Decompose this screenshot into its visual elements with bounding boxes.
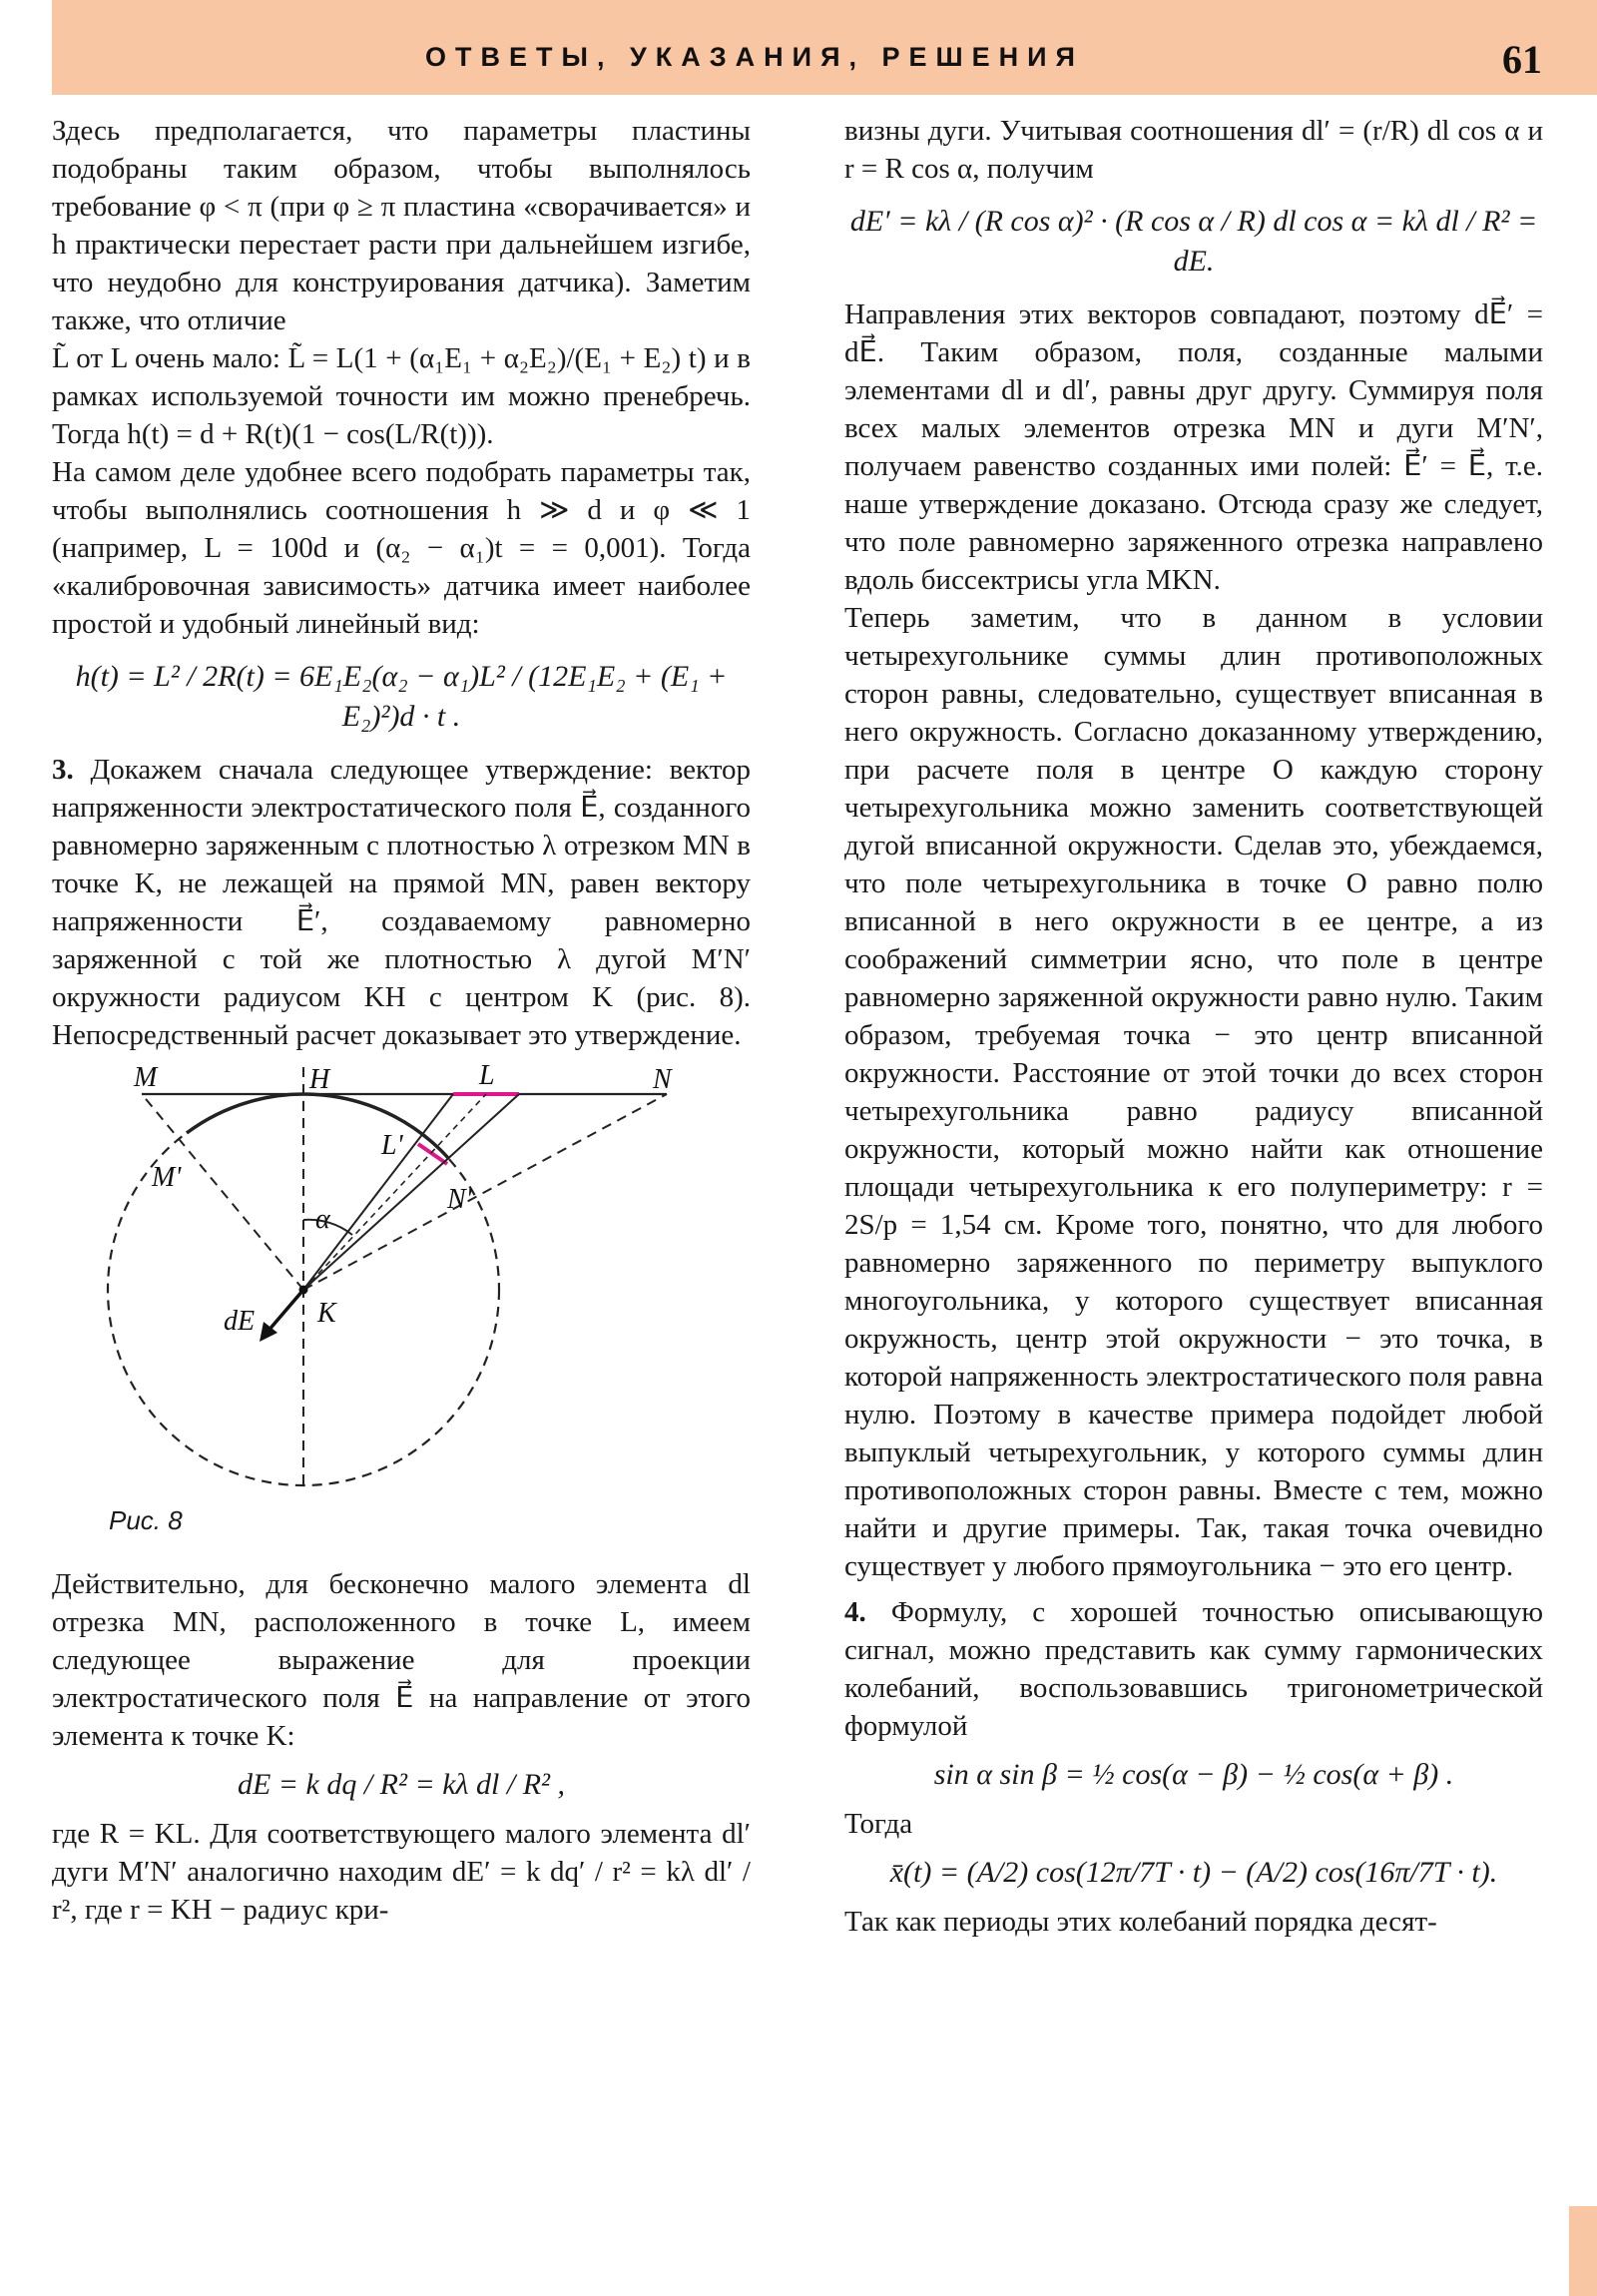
label-n: N: [653, 1064, 672, 1095]
figure-8: [52, 1062, 751, 1551]
label-m-prime: M': [152, 1162, 182, 1193]
point-k: [299, 1286, 308, 1295]
running-title: ОТВЕТЫ, УКАЗАНИЯ, РЕШЕНИЯ: [425, 42, 1084, 72]
problem-number: 4.: [844, 1596, 866, 1628]
paragraph: Здесь предполагается, что параметры пластины подобраны таким образом, чтобы выполнялось требование φ < π (при φ ≥ π пластина «сворачивается» и h практически перестает расти при дальнейшем изгибе, что неудобно для конструирования датчика). Заметим также, что отличие: [52, 115, 751, 336]
figure-caption: Рис. 8: [109, 1505, 183, 1535]
line-kl-1: [303, 1094, 453, 1290]
label-h: H: [309, 1064, 330, 1095]
paragraph: Тогда: [844, 1808, 913, 1840]
formula-trig: sin α sin β = ½ cos(α − β) − ½ cos(α + β) .: [933, 1758, 1454, 1791]
label-l-prime: L': [381, 1130, 403, 1161]
paragraph: Теперь заметим, что в данном в условии четырехугольнике суммы длин противоположных сторон равны, следовательно, существует вписанная в него окружность. Согласно доказанному утверждению, при расчете поля в центре O каждую сторону четырехугольника можно заменить соответствующей дугой вписанной окружности. Сделав это, убеждаемся, что поле четырехугольника в точке O равно полю вписанной в него окружности в ее центре, а из соображений симметрии ясно, что поле в центре равномерно заряженной окружности равно нулю. Таким образом, требуемая точка − это центр вписанной окружности. Расстояние от этой точки до всех сторон четырехугольника равно радиусу вписанной окружности, который можно найти как отношение площади четырехугольника к его полупериметру: r = 2S/p = 1,54 см. Кроме того, понятно, что для любого равномерно заряженного по периметру выпуклого многоугольника, у которого существует вписанная окружность, центр этой окружности − это точка, в которой напряженность электростатического поля равна нулю. Поэтому в качестве примера подойдет любой выпуклый четырехугольник, у которого суммы длин противоположных сторон равны. Вместе с тем, можно найти и другие примеры. Так, такая точка очевидно существует у любого прямоугольника − это его центр.: [844, 602, 1543, 1582]
line-kn: [303, 1094, 667, 1290]
paragraph: Действительно, для бесконечно малого элемента dl отрезка MN, расположенного в точке L, имеем следующее выражение для проекции электростатического поля E⃗ на направление от этого элемента к точке K:: [52, 1568, 751, 1752]
formula-calibration: h(t) = L² / 2R(t) = 6E₁E₂(α₂ − α₁)L² / (12E₁E₂ + (E₁ + E₂)²)d · t .: [75, 660, 728, 733]
page-number: 61: [1502, 37, 1542, 82]
paragraph: L̃ от L очень мало: L̃ = L(1 + (α₁E₁ + α₂E₂)/(E₁ + E₂) t) и в рамках используемой точности им можно пренебречь. Тогда h(t) = d + R(t)(1 − cos(L/R(t))).: [52, 342, 751, 450]
problem-number: 3.: [52, 754, 74, 786]
figure-diagram: [52, 1062, 751, 1501]
label-de: dE: [224, 1306, 256, 1337]
paragraph: Так как периоды этих колебаний порядка десят-: [844, 1906, 1437, 1938]
paragraph-problem-3: [52, 751, 751, 1054]
page-header: [52, 0, 1597, 95]
paragraph: Направления этих векторов совпадают, поэтому dE⃗′ = dE⃗. Таким образом, поля, созданные малыми элементами dl и dl′, равны друг другу. Суммируя поля всех малых элементов отрезка MN и дуги M′N′, получаем равенство созданных ими полей: E⃗′ = E⃗, т.е. наше утверждение доказано. Отсюда сразу же следует, что поле равномерно заряженного отрезка направлено вдоль биссектрисы угла MKN.: [844, 298, 1543, 596]
paragraph-text: Формулу, с хорошей точностью описывающую сигнал, можно представить как сумму гармонических колебаний, воспользовавшись тригонометрической формулой: [844, 1596, 1544, 1742]
formula-de-prime: dE′ = kλ / (R cos α)² · (R cos α / R) dl cos α = kλ dl / R² = dE.: [849, 205, 1538, 278]
paragraph: визны дуги. Учитывая соотношения dl′ = (r/R) dl cos α и r = R cos α, получим: [844, 115, 1543, 185]
paragraph: На самом деле удобнее всего подобрать параметры так, чтобы выполнялись соотношения h ≫ d и φ ≪ 1 (например, L = 100d и (α₂ − α₁)t = = 0,001). Тогда «калибровочная зависимость» датчика имеет наиболее простой и удобный линейный вид:: [52, 456, 751, 640]
paragraph-problem-4: [844, 1593, 1543, 1745]
de-vector: [267, 1290, 303, 1332]
label-m: M: [134, 1062, 158, 1093]
formula-signal: x̄(t) = (A/2) cos(12π/7T · t) − (A/2) cos(16π/7T · t).: [889, 1856, 1498, 1889]
formula-de: dE = k dq / R² = kλ dl / R² ,: [237, 1768, 566, 1801]
left-column: [52, 112, 751, 1929]
label-n-prime: N': [447, 1184, 472, 1215]
page-edge-tab: [1569, 2206, 1597, 2296]
right-column: [844, 112, 1543, 1941]
label-alpha: α: [315, 1204, 330, 1235]
label-k: K: [317, 1298, 336, 1329]
label-l: L: [479, 1062, 495, 1091]
paragraph-text: Докажем сначала следующее утверждение: вектор напряженности электростатического поля E⃗, созданного равномерно заряженным с плотностью λ отрезком MN в точке K, не лежащей на прямой MN, равен вектору напряженности E⃗′, создаваемому равномерно заряженной с той же плотностью λ дугой M′N′ окружности радиусом KH с центром K (рис. 8). Непосредственный расчет доказывает это утверждение.: [52, 754, 751, 1051]
paragraph: где R = KL. Для соответствующего малого элемента dl′ дуги M′N′ аналогично находим dE′ = k dq′ / r² = kλ dl′ / r², где r = KH − радиус кри-: [52, 1818, 751, 1926]
